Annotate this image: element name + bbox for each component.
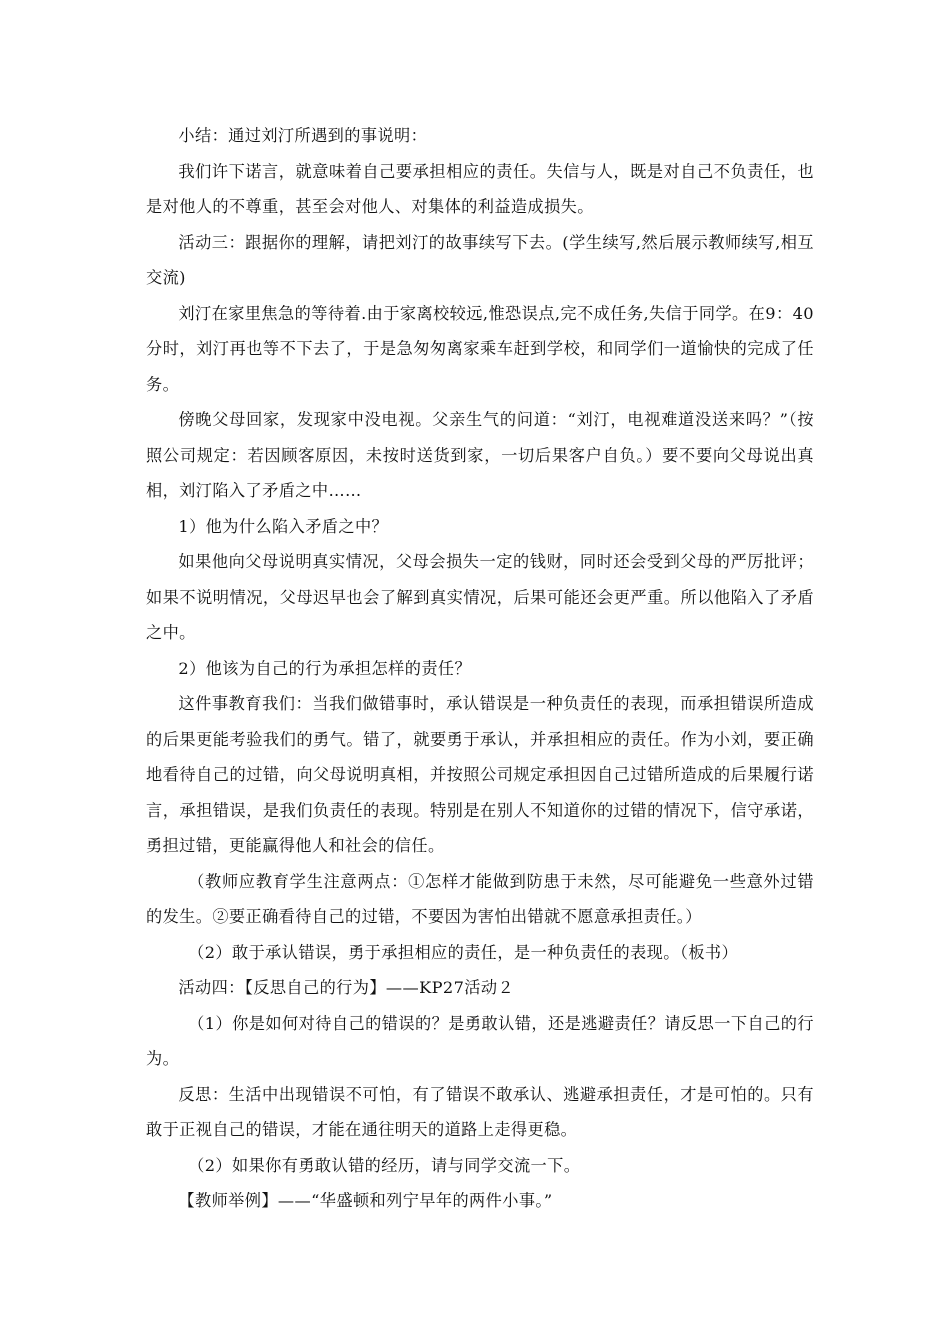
document-body [146,118,814,1219]
answer-two: 这件事教育我们：当我们做错事时，承认错误是一种负责任的表现，而承担错误所造成的后果更能考验我们的勇气。错了，就要勇于承认，并承担相应的责任。作为小刘，要正确地看待自己的过错，向父母说明真相，并按照公司规定承担因自己过错所造成的后果履行诺言，承担错误，是我们负责任的表现。特别是在别人不知道你的过错的情况下，信守承诺，勇担过错，更能赢得他人和社会的信任。 [146,694,814,855]
board-note-two: （2）敢于承认错误，勇于承担相应的责任，是一种负责任的表现。（板书） [188,942,739,962]
activity-four-question-one: （1）你是如何对待自己的错误的？是勇敢认错，还是逃避责任？请反思一下自己的行为。 [146,1013,814,1068]
teacher-example: 【教师举例】——“华盛顿和列宁早年的两件小事。” [178,1191,553,1210]
activity-three-heading: 活动三：跟据你的理解，请把刘汀的故事续写下去。(学生续写,然后展示教师续写,相互交流) [146,232,814,287]
paragraph-promise-responsibility: 我们许下诺言，就意味着自己要承担相应的责任。失信与人，既是对自己不负责任，也是对他人的不尊重，甚至会对他人、对集体的利益造成损失。 [146,161,814,216]
teacher-note: （教师应教育学生注意两点：①怎样才能做到防患于未然，尽可能避免一些意外过错的发生。②要正确看待自己的过错，不要因为害怕出错就不愿意承担责任。） [146,871,814,926]
reflection-paragraph: 反思：生活中出现错误不可怕，有了错误不敢承认、逃避承担责任，才是可怕的。只有敢于正视自己的错误，才能在通往明天的道路上走得更稳。 [146,1084,814,1139]
summary-heading: 小结：通过刘汀所遇到的事说明： [178,126,428,145]
activity-four-question-two: （2）如果你有勇敢认错的经历，请与同学交流一下。 [188,1155,581,1175]
question-one: 1）他为什么陷入矛盾之中？ [178,516,389,536]
question-two: 2）他该为自己的行为承担怎样的责任？ [178,658,472,678]
activity-four-heading: 活动四：【反思自己的行为】——KP27活动２ [178,978,515,997]
story-continuation-paragraph: 刘汀在家里焦急的等待着.由于家离校较远,惟恐误点,完不成任务,失信于同学。在9：40分时，刘汀再也等不下去了，于是急匆匆离家乘车赶到学校，和同学们一道愉快的完成了任务。 [146,303,814,394]
story-evening-paragraph: 傍晚父母回家，发现家中没电视。父亲生气的问道：“刘汀，电视难道没送来吗？”（按照公司规定：若因顾客原因，未按时送货到家，一切后果客户自负。）要不要向父母说出真相，刘汀陷入了矛盾之中…… [146,410,814,500]
answer-one: 如果他向父母说明真实情况，父母会损失一定的钱财，同时还会受到父母的严厉批评；如果不说明情况，父母迟早也会了解到真实情况，后果可能还会更严重。所以他陷入了矛盾之中。 [146,552,814,642]
